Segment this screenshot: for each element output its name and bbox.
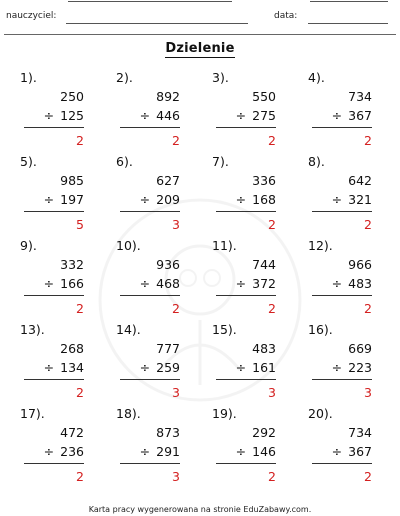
divisor-row <box>24 108 84 123</box>
divisor-row <box>216 108 276 123</box>
answer: 2 <box>268 217 276 232</box>
division-operator: ÷ <box>43 360 55 375</box>
answer-line <box>312 379 372 380</box>
division-operator: ÷ <box>139 276 151 291</box>
problem-number: 14). <box>116 322 141 337</box>
problem-8 <box>302 154 372 236</box>
answer-line <box>24 211 84 212</box>
answer-line <box>120 379 180 380</box>
dividend: 336 <box>252 173 276 188</box>
divisor: 468 <box>156 276 180 291</box>
problem-13 <box>14 322 84 404</box>
answer: 2 <box>268 301 276 316</box>
problem-17 <box>14 406 84 488</box>
answer: 3 <box>172 217 180 232</box>
answer: 2 <box>364 469 372 484</box>
problem-20 <box>302 406 372 488</box>
divisor: 134 <box>60 360 84 375</box>
divisor: 446 <box>156 108 180 123</box>
answer: 2 <box>76 385 84 400</box>
problem-11 <box>206 238 276 320</box>
dividend: 734 <box>348 425 372 440</box>
divisor-row <box>216 360 276 375</box>
dividend: 936 <box>156 257 180 272</box>
answer-line <box>216 379 276 380</box>
date-field[interactable] <box>308 23 388 24</box>
divisor: 209 <box>156 192 180 207</box>
answer: 2 <box>76 469 84 484</box>
answer-line <box>216 295 276 296</box>
divisor-row <box>24 192 84 207</box>
divisor: 161 <box>252 360 276 375</box>
problem-12 <box>302 238 372 320</box>
problem-6 <box>110 154 180 236</box>
division-operator: ÷ <box>235 108 247 123</box>
teacher-field[interactable] <box>66 23 248 24</box>
problem-number: 7). <box>212 154 229 169</box>
divisor-row <box>216 276 276 291</box>
divisor-row <box>312 276 372 291</box>
answer: 2 <box>364 133 372 148</box>
date-label: data: <box>274 11 298 21</box>
problem-5 <box>14 154 84 236</box>
problem-18 <box>110 406 180 488</box>
division-operator: ÷ <box>331 360 343 375</box>
problem-number: 10). <box>116 238 141 253</box>
division-operator: ÷ <box>139 192 151 207</box>
answer: 2 <box>76 133 84 148</box>
problem-number: 4). <box>308 70 325 85</box>
division-operator: ÷ <box>235 444 247 459</box>
problem-number: 6). <box>116 154 133 169</box>
problem-number: 1). <box>20 70 37 85</box>
problem-10 <box>110 238 180 320</box>
problem-number: 15). <box>212 322 237 337</box>
dividend: 627 <box>156 173 180 188</box>
problem-2 <box>110 70 180 152</box>
divisor: 125 <box>60 108 84 123</box>
divisor-row <box>216 444 276 459</box>
top-line-left <box>68 1 232 2</box>
divisor-row <box>120 108 180 123</box>
answer-line <box>120 295 180 296</box>
problem-number: 9). <box>20 238 37 253</box>
divisor: 321 <box>348 192 372 207</box>
division-operator: ÷ <box>235 192 247 207</box>
answer-line <box>24 127 84 128</box>
dividend: 642 <box>348 173 372 188</box>
division-operator: ÷ <box>235 360 247 375</box>
divisor: 291 <box>156 444 180 459</box>
answer: 2 <box>172 133 180 148</box>
problem-4 <box>302 70 372 152</box>
division-operator: ÷ <box>331 192 343 207</box>
dividend: 744 <box>252 257 276 272</box>
answer: 3 <box>268 385 276 400</box>
dividend: 669 <box>348 341 372 356</box>
divisor-row <box>312 108 372 123</box>
divisor-row <box>120 276 180 291</box>
division-operator: ÷ <box>43 444 55 459</box>
problem-number: 17). <box>20 406 45 421</box>
divisor-row <box>24 360 84 375</box>
divisor-row <box>120 444 180 459</box>
dividend: 777 <box>156 341 180 356</box>
divisor: 367 <box>348 444 372 459</box>
dividend: 966 <box>348 257 372 272</box>
division-operator: ÷ <box>43 108 55 123</box>
divisor: 197 <box>60 192 84 207</box>
answer-line <box>312 127 372 128</box>
worksheet-header <box>0 9 400 27</box>
answer-line <box>216 463 276 464</box>
answer-line <box>120 127 180 128</box>
top-line-right <box>310 1 388 2</box>
footer-note: Karta pracy wygenerowana na stronie EduZabawy.com. <box>88 505 312 514</box>
dividend: 985 <box>60 173 84 188</box>
problem-number: 8). <box>308 154 325 169</box>
division-operator: ÷ <box>139 108 151 123</box>
problem-number: 3). <box>212 70 229 85</box>
division-operator: ÷ <box>43 192 55 207</box>
answer: 2 <box>76 301 84 316</box>
problem-number: 16). <box>308 322 333 337</box>
answer-line <box>24 379 84 380</box>
answer: 2 <box>172 301 180 316</box>
division-operator: ÷ <box>331 444 343 459</box>
answer: 2 <box>364 301 372 316</box>
dividend: 483 <box>252 341 276 356</box>
divisor: 166 <box>60 276 84 291</box>
answer: 3 <box>172 469 180 484</box>
divisor: 372 <box>252 276 276 291</box>
problem-number: 11). <box>212 238 237 253</box>
answer: 3 <box>172 385 180 400</box>
problem-number: 12). <box>308 238 333 253</box>
problem-3 <box>206 70 276 152</box>
dividend: 268 <box>60 341 84 356</box>
answer: 3 <box>364 385 372 400</box>
division-operator: ÷ <box>235 276 247 291</box>
problem-number: 5). <box>20 154 37 169</box>
answer: 2 <box>268 133 276 148</box>
teacher-label: nauczyciel: <box>6 11 57 21</box>
answer-line <box>312 211 372 212</box>
problem-number: 20). <box>308 406 333 421</box>
problem-7 <box>206 154 276 236</box>
problem-number: 19). <box>212 406 237 421</box>
dividend: 892 <box>156 89 180 104</box>
problem-16 <box>302 322 372 404</box>
answer-line <box>216 127 276 128</box>
division-operator: ÷ <box>139 444 151 459</box>
divisor-row <box>120 360 180 375</box>
problem-number: 13). <box>20 322 45 337</box>
problem-9 <box>14 238 84 320</box>
divisor: 275 <box>252 108 276 123</box>
problem-15 <box>206 322 276 404</box>
dividend: 550 <box>252 89 276 104</box>
problem-number: 18). <box>116 406 141 421</box>
problem-19 <box>206 406 276 488</box>
answer: 2 <box>268 469 276 484</box>
answer-line <box>120 463 180 464</box>
dividend: 250 <box>60 89 84 104</box>
answer: 5 <box>76 217 84 232</box>
answer-line <box>312 295 372 296</box>
problem-14 <box>110 322 180 404</box>
divisor-row <box>24 276 84 291</box>
dividend: 734 <box>348 89 372 104</box>
divisor-row <box>120 192 180 207</box>
divisor: 259 <box>156 360 180 375</box>
dividend: 292 <box>252 425 276 440</box>
divisor-row <box>24 444 84 459</box>
divisor: 146 <box>252 444 276 459</box>
header-separator <box>4 34 396 35</box>
division-operator: ÷ <box>331 276 343 291</box>
division-operator: ÷ <box>43 276 55 291</box>
problem-number: 2). <box>116 70 133 85</box>
divisor: 367 <box>348 108 372 123</box>
divisor-row <box>312 192 372 207</box>
answer-line <box>24 295 84 296</box>
divisor-row <box>312 360 372 375</box>
answer-line <box>216 211 276 212</box>
page-title: Dzielenie <box>165 41 235 56</box>
dividend: 873 <box>156 425 180 440</box>
division-operator: ÷ <box>139 360 151 375</box>
answer-line <box>312 463 372 464</box>
divisor-row <box>312 444 372 459</box>
divisor: 223 <box>348 360 372 375</box>
answer-line <box>24 463 84 464</box>
answer-line <box>120 211 180 212</box>
problem-1 <box>14 70 84 152</box>
dividend: 332 <box>60 257 84 272</box>
answer: 2 <box>364 217 372 232</box>
division-operator: ÷ <box>331 108 343 123</box>
divisor-row <box>216 192 276 207</box>
divisor: 168 <box>252 192 276 207</box>
divisor: 483 <box>348 276 372 291</box>
divisor: 236 <box>60 444 84 459</box>
dividend: 472 <box>60 425 84 440</box>
